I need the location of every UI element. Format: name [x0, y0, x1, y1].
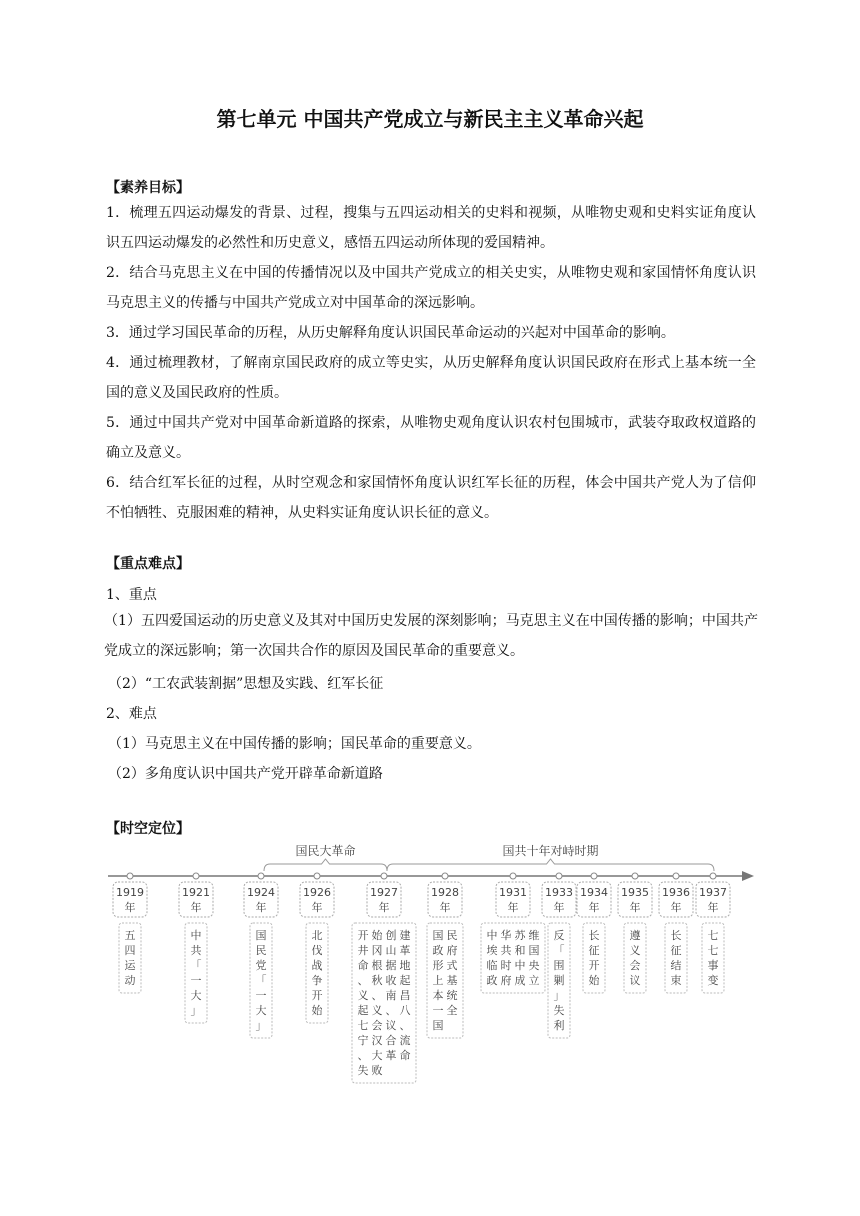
event-char: 、: [357, 974, 369, 987]
year-label: 1937: [699, 886, 727, 899]
year-suffix: 年: [439, 901, 451, 914]
event-char: 五: [124, 929, 136, 942]
event-char: 共: [500, 944, 512, 957]
event-char: 」: [190, 1004, 202, 1017]
event-char: 开: [311, 989, 323, 1002]
event-char: 失: [553, 1004, 565, 1017]
key-points-label: 1、重点: [106, 587, 157, 603]
timeline-heading: 【时空定位】: [106, 821, 190, 837]
event-char: 剿: [553, 974, 565, 987]
timeline-node: [556, 873, 562, 879]
goal-item-1: 1．梳理五四运动爆发的背景、过程，搜集与五四运动相关的史料和视频，从唯物史观和史料实证角度认识五四运动爆发的必然性和历史意义，感悟五四运动所体现的爱国精神。: [106, 205, 756, 251]
event-char: 变: [707, 974, 719, 987]
event-char: 争: [311, 974, 323, 987]
event-char: 府: [446, 944, 458, 957]
event-char: 开: [357, 929, 369, 942]
period-ten-year-confrontation-bracket: [387, 859, 714, 871]
event-char: 命: [399, 1049, 411, 1062]
year-label: 1935: [621, 886, 649, 899]
event-char: 形: [432, 959, 444, 972]
event-char: 义: [629, 944, 641, 957]
goal-item-6: 6．结合红军长征的过程，从时空观念和家国情怀角度认识红军长征的历程，体会中国共产党人为了信仰不怕牺牲、克服困难的精神，从史料实证角度认识长征的意义。: [106, 475, 756, 521]
event-char: 式: [446, 959, 458, 972]
difficulty-1: （1）马克思主义在中国传播的影响；国民革命的重要意义。: [108, 736, 481, 752]
year-label: 1919: [116, 886, 144, 899]
event-char: 、: [357, 1049, 369, 1062]
event-char: 长: [670, 929, 682, 942]
event-char: 、: [385, 1004, 397, 1017]
year-suffix: 年: [553, 901, 565, 914]
event-char: 起: [357, 1004, 369, 1017]
event-char: 创: [385, 929, 397, 942]
event-char: 国: [432, 1019, 444, 1032]
event-char: 山: [385, 944, 397, 957]
event-char: 遵: [629, 929, 641, 942]
event-char: 央: [528, 959, 540, 972]
year-label: 1926: [303, 886, 331, 899]
year-suffix: 年: [311, 901, 323, 914]
event-char: 维: [528, 929, 540, 942]
event-char: 中: [514, 959, 526, 972]
event-char: 义: [357, 989, 369, 1002]
event-char: 南: [385, 989, 397, 1002]
year-label: 1933: [545, 886, 573, 899]
event-char: 一: [432, 1004, 444, 1017]
year-suffix: 年: [670, 901, 682, 914]
event-char: 大: [371, 1049, 383, 1062]
timeline-node: [127, 873, 133, 879]
event-char: 政: [486, 974, 498, 987]
history-timeline: [102, 838, 762, 1077]
event-char: 议: [385, 1019, 397, 1032]
year-label: 1931: [499, 886, 527, 899]
event-char: 征: [670, 944, 682, 957]
year-suffix: 年: [378, 901, 390, 914]
event-char: 征: [588, 944, 600, 957]
period-national-revolution-bracket: [264, 859, 387, 871]
event-char: 七: [357, 1019, 369, 1032]
event-char: 围: [553, 959, 565, 972]
event-char: 中: [190, 929, 202, 942]
event-char: 一: [190, 974, 202, 987]
event-char: 秋: [371, 974, 383, 987]
year-label: 1928: [431, 886, 459, 899]
event-char: 战: [311, 959, 323, 972]
event-char: 全: [446, 1004, 458, 1017]
event-char: 据: [385, 959, 397, 972]
event-char: 、: [371, 989, 383, 1002]
event-char: 始: [371, 929, 383, 942]
event-char: 会: [371, 1019, 383, 1032]
difficulty-2: （2）多角度认识中国共产党开辟革命新道路: [108, 766, 383, 782]
event-char: 本: [432, 989, 444, 1002]
event-char: 国: [432, 929, 444, 942]
event-char: 党: [255, 959, 267, 972]
timeline-node: [442, 873, 448, 879]
key-point-1: （1）五四爱国运动的历史意义及其对中国历史发展的深刻影响；马克思主义在中国传播的影响；中国共产党成立的深远影响；第一次国共合作的原因及国民革命的重要意义。: [104, 613, 758, 659]
event-char: 政: [432, 944, 444, 957]
event-char: 北: [311, 929, 323, 942]
event-char: 中: [486, 929, 498, 942]
event-char: 利: [553, 1019, 565, 1032]
year-suffix: 年: [507, 901, 519, 914]
event-char: 开: [588, 959, 600, 972]
event-char: 和: [514, 944, 526, 957]
event-char: 国: [255, 929, 267, 942]
event-char: 昌: [399, 989, 411, 1002]
year-suffix: 年: [588, 901, 600, 914]
event-char: 立: [528, 974, 540, 987]
event-char: 束: [670, 974, 682, 987]
event-char: 败: [371, 1064, 383, 1077]
event-char: 府: [500, 974, 512, 987]
event-char: 七: [707, 929, 719, 942]
event-char: 一: [255, 989, 267, 1002]
event-char: 大: [190, 989, 202, 1002]
event-char: 运: [124, 959, 136, 972]
event-char: 华: [500, 929, 512, 942]
event-char: 革: [399, 944, 411, 957]
goal-item-4: 4．通过梳理教材，了解南京国民政府的成立等史实，从历史解释角度认识国民政府在形式上基本统一全国的意义及国民政府的性质。: [106, 355, 756, 401]
event-char: 命: [357, 959, 369, 972]
year-suffix: 年: [124, 901, 136, 914]
event-char: 议: [629, 974, 641, 987]
timeline-node: [673, 873, 679, 879]
event-char: 国: [528, 944, 540, 957]
year-suffix: 年: [707, 901, 719, 914]
event-char: 埃: [486, 944, 498, 957]
event-char: 失: [357, 1064, 369, 1077]
event-char: 会: [629, 959, 641, 972]
event-char: 事: [707, 959, 719, 972]
event-char: 统: [446, 989, 458, 1002]
timeline-node: [381, 873, 387, 879]
year-label: 1927: [370, 886, 398, 899]
event-char: 汉: [371, 1034, 383, 1047]
page-title: 第七单元 中国共产党成立与新民主主义革命兴起: [216, 107, 644, 131]
event-char: 苏: [514, 929, 526, 942]
event-char: 七: [707, 944, 719, 957]
goals-heading: 【素养目标】: [106, 180, 190, 196]
event-char: 伐: [311, 944, 323, 957]
event-char: 时: [500, 959, 512, 972]
event-char: 「: [190, 959, 202, 972]
event-char: 收: [385, 974, 397, 987]
event-char: 流: [399, 1034, 411, 1047]
event-char: 大: [255, 1004, 267, 1017]
event-char: 始: [588, 974, 600, 987]
event-char: 基: [446, 974, 458, 987]
timeline-node: [258, 873, 264, 879]
timeline-node: [710, 873, 716, 879]
year-label: 1934: [580, 886, 608, 899]
event-char: 反: [553, 929, 565, 942]
event-char: 井: [357, 944, 369, 957]
event-char: 起: [399, 974, 411, 987]
event-char: 共: [190, 944, 202, 957]
event-char: 冈: [371, 944, 383, 957]
goal-item-5: 5．通过中国共产党对中国革命新道路的探索，从唯物史观角度认识农村包围城市，武装夺取政权道路的确立及意义。: [106, 415, 756, 461]
timeline-node: [632, 873, 638, 879]
event-char: 长: [588, 929, 600, 942]
event-char: 根: [371, 959, 383, 972]
year-suffix: 年: [629, 901, 641, 914]
period-national-revolution-label: 国民大革命: [295, 844, 356, 858]
event-char: 民: [446, 929, 458, 942]
event-char: 八: [399, 1004, 411, 1017]
event-char: 地: [399, 959, 411, 972]
year-label: 1936: [662, 886, 690, 899]
event-char: 始: [311, 1004, 323, 1017]
event-char: 建: [399, 929, 411, 942]
event-char: 宁: [357, 1034, 369, 1047]
event-char: 民: [255, 944, 267, 957]
year-label: 1924: [247, 886, 275, 899]
year-label: 1921: [182, 886, 210, 899]
event-char: 合: [385, 1034, 397, 1047]
year-suffix: 年: [190, 901, 202, 914]
event-char: 「: [553, 944, 565, 957]
event-char: 义: [371, 1004, 383, 1017]
year-suffix: 年: [255, 901, 267, 914]
event-char: 」: [553, 989, 565, 1002]
difficulty-label: 2、难点: [106, 706, 157, 722]
period-ten-year-confrontation-label: 国共十年对峙时期: [502, 844, 599, 858]
timeline-arrow: [742, 871, 754, 881]
timeline-node: [510, 873, 516, 879]
timeline-node: [591, 873, 597, 879]
goal-item-2: 2．结合马克思主义在中国的传播情况以及中国共产党成立的相关史实，从唯物史观和家国情怀角度认识马克思主义的传播与中国共产党成立对中国革命的深远影响。: [106, 265, 756, 311]
event-char: 上: [432, 974, 444, 987]
event-char: 四: [124, 944, 136, 957]
event-char: 、: [399, 1019, 411, 1032]
goal-item-3: 3．通过学习国民革命的历程，从历史解释角度认识国民革命运动的兴起对中国革命的影响。: [106, 325, 675, 341]
event-char: 「: [255, 974, 267, 987]
event-char: 」: [255, 1019, 267, 1032]
event-char: 结: [670, 959, 682, 972]
timeline-node: [314, 873, 320, 879]
event-char: 成: [514, 974, 526, 987]
event-char: 动: [124, 974, 136, 987]
key-point-2: （2）“工农武装割据”思想及实践、红军长征: [108, 676, 384, 692]
event-char: 革: [385, 1049, 397, 1062]
event-char: 临: [486, 959, 498, 972]
timeline-node: [193, 873, 199, 879]
key-difficulty-heading: 【重点难点】: [106, 556, 190, 572]
